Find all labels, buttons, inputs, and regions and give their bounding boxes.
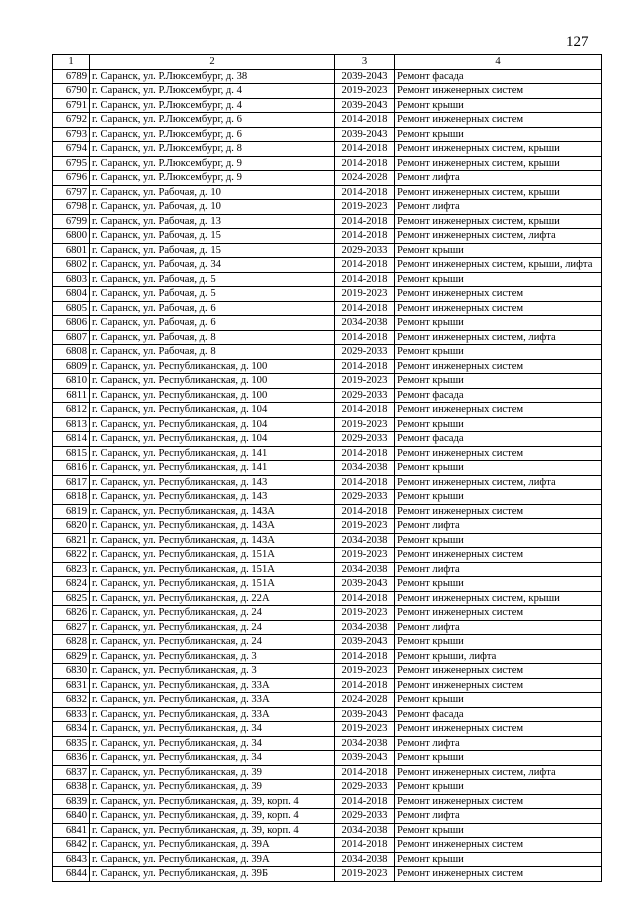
period-cell: 2014-2018 (335, 229, 395, 244)
period-cell: 2034-2038 (335, 316, 395, 331)
row-number-cell: 6843 (53, 852, 90, 867)
work-type-cell: Ремонт крыши (395, 243, 602, 258)
address-cell: г. Саранск, ул. Рабочая, д. 6 (90, 316, 335, 331)
period-cell: 2014-2018 (335, 185, 395, 200)
period-cell: 2014-2018 (335, 330, 395, 345)
table-row (53, 823, 602, 838)
work-type-cell: Ремонт фасада (395, 69, 602, 84)
work-type-cell: Ремонт лифта (395, 200, 602, 215)
table-row (53, 678, 602, 693)
period-cell: 2039-2043 (335, 707, 395, 722)
row-number-cell: 6829 (53, 649, 90, 664)
period-cell: 2019-2023 (335, 548, 395, 563)
table-row (53, 707, 602, 722)
period-cell: 2034-2038 (335, 461, 395, 476)
table-row (53, 591, 602, 606)
period-cell: 2034-2038 (335, 620, 395, 635)
address-cell: г. Саранск, ул. Рабочая, д. 10 (90, 200, 335, 215)
period-cell: 2014-2018 (335, 301, 395, 316)
address-cell: г. Саранск, ул. Республиканская, д. 33А (90, 678, 335, 693)
row-number-cell: 6805 (53, 301, 90, 316)
row-number-cell: 6799 (53, 214, 90, 229)
address-cell: г. Саранск, ул. Рабочая, д. 13 (90, 214, 335, 229)
row-number-cell: 6844 (53, 867, 90, 882)
address-cell: г. Саранск, ул. Республиканская, д. 39, корп. 4 (90, 823, 335, 838)
work-type-cell: Ремонт инженерных систем (395, 794, 602, 809)
row-number-cell: 6804 (53, 287, 90, 302)
period-cell: 2014-2018 (335, 403, 395, 418)
address-cell: г. Саранск, ул. Р.Люксембург, д. 9 (90, 156, 335, 171)
table-row (53, 417, 602, 432)
work-type-cell: Ремонт инженерных систем, лифта (395, 229, 602, 244)
period-cell: 2019-2023 (335, 417, 395, 432)
work-type-cell: Ремонт инженерных систем (395, 664, 602, 679)
period-cell: 2019-2023 (335, 519, 395, 534)
row-number-cell: 6808 (53, 345, 90, 360)
work-type-cell: Ремонт инженерных систем (395, 504, 602, 519)
address-cell: г. Саранск, ул. Республиканская, д. 3 (90, 649, 335, 664)
period-cell: 2019-2023 (335, 867, 395, 882)
work-type-cell: Ремонт фасада (395, 432, 602, 447)
table-row (53, 214, 602, 229)
table-row (53, 490, 602, 505)
row-number-cell: 6833 (53, 707, 90, 722)
work-type-cell: Ремонт инженерных систем, лифта (395, 330, 602, 345)
table-row (53, 345, 602, 360)
table-row (53, 664, 602, 679)
table-row (53, 359, 602, 374)
address-cell: г. Саранск, ул. Рабочая, д. 15 (90, 243, 335, 258)
table-row (53, 548, 602, 563)
work-type-cell: Ремонт крыши (395, 316, 602, 331)
row-number-cell: 6818 (53, 490, 90, 505)
address-cell: г. Саранск, ул. Р.Люксембург, д. 4 (90, 98, 335, 113)
work-type-cell: Ремонт инженерных систем, лифта (395, 765, 602, 780)
period-cell: 2019-2023 (335, 200, 395, 215)
column-header: 2 (90, 55, 335, 70)
address-cell: г. Саранск, ул. Рабочая, д. 15 (90, 229, 335, 244)
work-type-cell: Ремонт инженерных систем (395, 301, 602, 316)
period-cell: 2014-2018 (335, 591, 395, 606)
period-cell: 2029-2033 (335, 243, 395, 258)
work-type-cell: Ремонт инженерных систем (395, 359, 602, 374)
address-cell: г. Саранск, ул. Республиканская, д. 100 (90, 374, 335, 389)
address-cell: г. Саранск, ул. Р.Люксембург, д. 38 (90, 69, 335, 84)
period-cell: 2014-2018 (335, 678, 395, 693)
table-row (53, 577, 602, 592)
work-type-cell: Ремонт инженерных систем, крыши, лифта (395, 258, 602, 273)
table-row (53, 84, 602, 99)
row-number-cell: 6793 (53, 127, 90, 142)
period-cell: 2014-2018 (335, 649, 395, 664)
row-number-cell: 6816 (53, 461, 90, 476)
table-row (53, 374, 602, 389)
row-number-cell: 6810 (53, 374, 90, 389)
address-cell: г. Саранск, ул. Республиканская, д. 39Б (90, 867, 335, 882)
row-number-cell: 6827 (53, 620, 90, 635)
row-number-cell: 6834 (53, 722, 90, 737)
period-cell: 2019-2023 (335, 287, 395, 302)
table-row (53, 519, 602, 534)
row-number-cell: 6817 (53, 475, 90, 490)
column-header: 3 (335, 55, 395, 70)
address-cell: г. Саранск, ул. Республиканская, д. 3 (90, 664, 335, 679)
table-row (53, 272, 602, 287)
period-cell: 2034-2038 (335, 736, 395, 751)
row-number-cell: 6796 (53, 171, 90, 186)
table-row (53, 461, 602, 476)
table-row (53, 200, 602, 215)
work-type-cell: Ремонт крыши (395, 852, 602, 867)
period-cell: 2019-2023 (335, 84, 395, 99)
period-cell: 2014-2018 (335, 214, 395, 229)
row-number-cell: 6822 (53, 548, 90, 563)
address-cell: г. Саранск, ул. Республиканская, д. 33А (90, 693, 335, 708)
work-type-cell: Ремонт крыши (395, 751, 602, 766)
table-row (53, 606, 602, 621)
table-row (53, 432, 602, 447)
table-row (53, 736, 602, 751)
period-cell: 2029-2033 (335, 809, 395, 824)
table-row (53, 316, 602, 331)
table-row (53, 504, 602, 519)
work-type-cell: Ремонт инженерных систем, крыши (395, 156, 602, 171)
address-cell: г. Саранск, ул. Республиканская, д. 34 (90, 736, 335, 751)
table-row (53, 635, 602, 650)
row-number-cell: 6828 (53, 635, 90, 650)
table-row (53, 794, 602, 809)
row-number-cell: 6841 (53, 823, 90, 838)
address-cell: г. Саранск, ул. Республиканская, д. 39А (90, 838, 335, 853)
row-number-cell: 6807 (53, 330, 90, 345)
row-number-cell: 6824 (53, 577, 90, 592)
row-number-cell: 6838 (53, 780, 90, 795)
address-cell: г. Саранск, ул. Республиканская, д. 24 (90, 635, 335, 650)
period-cell: 2019-2023 (335, 606, 395, 621)
period-cell: 2014-2018 (335, 794, 395, 809)
column-header: 1 (53, 55, 90, 70)
period-cell: 2029-2033 (335, 432, 395, 447)
period-cell: 2039-2043 (335, 635, 395, 650)
row-number-cell: 6839 (53, 794, 90, 809)
address-cell: г. Саранск, ул. Республиканская, д. 39 (90, 780, 335, 795)
address-cell: г. Саранск, ул. Республиканская, д. 39 (90, 765, 335, 780)
period-cell: 2034-2038 (335, 823, 395, 838)
table-row (53, 142, 602, 157)
address-cell: г. Саранск, ул. Рабочая, д. 6 (90, 301, 335, 316)
row-number-cell: 6811 (53, 388, 90, 403)
period-cell: 2029-2033 (335, 780, 395, 795)
address-cell: г. Саранск, ул. Рабочая, д. 5 (90, 272, 335, 287)
address-cell: г. Саранск, ул. Республиканская, д. 104 (90, 403, 335, 418)
work-type-cell: Ремонт крыши (395, 533, 602, 548)
row-number-cell: 6835 (53, 736, 90, 751)
address-cell: г. Саранск, ул. Республиканская, д. 143А (90, 504, 335, 519)
period-cell: 2039-2043 (335, 98, 395, 113)
work-type-cell: Ремонт лифта (395, 519, 602, 534)
row-number-cell: 6823 (53, 562, 90, 577)
table-row (53, 867, 602, 882)
work-type-cell: Ремонт фасада (395, 388, 602, 403)
work-type-cell: Ремонт лифта (395, 562, 602, 577)
address-cell: г. Саранск, ул. Республиканская, д. 143А (90, 533, 335, 548)
work-type-cell: Ремонт инженерных систем (395, 287, 602, 302)
work-type-cell: Ремонт инженерных систем (395, 403, 602, 418)
row-number-cell: 6792 (53, 113, 90, 128)
period-cell: 2039-2043 (335, 751, 395, 766)
address-cell: г. Саранск, ул. Республиканская, д. 34 (90, 751, 335, 766)
table-body (53, 69, 602, 881)
table-row (53, 649, 602, 664)
table-row (53, 751, 602, 766)
row-number-cell: 6791 (53, 98, 90, 113)
address-cell: г. Саранск, ул. Р.Люксембург, д. 8 (90, 142, 335, 157)
row-number-cell: 6801 (53, 243, 90, 258)
period-cell: 2039-2043 (335, 69, 395, 84)
work-type-cell: Ремонт инженерных систем, крыши (395, 142, 602, 157)
address-cell: г. Саранск, ул. Республиканская, д. 39, корп. 4 (90, 809, 335, 824)
period-cell: 2024-2028 (335, 693, 395, 708)
work-type-cell: Ремонт инженерных систем (395, 722, 602, 737)
address-cell: г. Саранск, ул. Республиканская, д. 141 (90, 461, 335, 476)
address-cell: г. Саранск, ул. Республиканская, д. 141 (90, 446, 335, 461)
table-row (53, 852, 602, 867)
row-number-cell: 6830 (53, 664, 90, 679)
period-cell: 2039-2043 (335, 577, 395, 592)
row-number-cell: 6813 (53, 417, 90, 432)
period-cell: 2029-2033 (335, 345, 395, 360)
column-header: 4 (395, 55, 602, 70)
work-type-cell: Ремонт крыши (395, 417, 602, 432)
table-row (53, 98, 602, 113)
row-number-cell: 6840 (53, 809, 90, 824)
period-cell: 2014-2018 (335, 258, 395, 273)
period-cell: 2014-2018 (335, 142, 395, 157)
address-cell: г. Саранск, ул. Рабочая, д. 5 (90, 287, 335, 302)
work-type-cell: Ремонт инженерных систем (395, 113, 602, 128)
table-row (53, 620, 602, 635)
work-type-cell: Ремонт крыши (395, 490, 602, 505)
address-cell: г. Саранск, ул. Республиканская, д. 39А (90, 852, 335, 867)
row-number-cell: 6789 (53, 69, 90, 84)
period-cell: 2014-2018 (335, 359, 395, 374)
row-number-cell: 6798 (53, 200, 90, 215)
row-number-cell: 6842 (53, 838, 90, 853)
row-number-cell: 6797 (53, 185, 90, 200)
table-row (53, 475, 602, 490)
work-type-cell: Ремонт крыши, лифта (395, 649, 602, 664)
period-cell: 2034-2038 (335, 852, 395, 867)
repair-schedule-table (52, 54, 602, 882)
row-number-cell: 6790 (53, 84, 90, 99)
work-type-cell: Ремонт инженерных систем, крыши (395, 214, 602, 229)
row-number-cell: 6803 (53, 272, 90, 287)
table-row (53, 388, 602, 403)
address-cell: г. Саранск, ул. Республиканская, д. 100 (90, 359, 335, 374)
address-cell: г. Саранск, ул. Республиканская, д. 151А (90, 577, 335, 592)
work-type-cell: Ремонт инженерных систем (395, 867, 602, 882)
period-cell: 2014-2018 (335, 838, 395, 853)
work-type-cell: Ремонт крыши (395, 693, 602, 708)
work-type-cell: Ремонт инженерных систем (395, 548, 602, 563)
period-cell: 2039-2043 (335, 127, 395, 142)
table-row (53, 533, 602, 548)
table-row (53, 127, 602, 142)
work-type-cell: Ремонт инженерных систем (395, 838, 602, 853)
row-number-cell: 6806 (53, 316, 90, 331)
address-cell: г. Саранск, ул. Республиканская, д. 143А (90, 519, 335, 534)
row-number-cell: 6802 (53, 258, 90, 273)
work-type-cell: Ремонт лифта (395, 171, 602, 186)
address-cell: г. Саранск, ул. Р.Люксембург, д. 6 (90, 127, 335, 142)
address-cell: г. Саранск, ул. Республиканская, д. 22А (90, 591, 335, 606)
work-type-cell: Ремонт фасада (395, 707, 602, 722)
address-cell: г. Саранск, ул. Республиканская, д. 151А (90, 562, 335, 577)
period-cell: 2019-2023 (335, 664, 395, 679)
row-number-cell: 6812 (53, 403, 90, 418)
work-type-cell: Ремонт инженерных систем, крыши (395, 591, 602, 606)
row-number-cell: 6836 (53, 751, 90, 766)
table-row (53, 171, 602, 186)
table-row (53, 693, 602, 708)
period-cell: 2034-2038 (335, 533, 395, 548)
row-number-cell: 6795 (53, 156, 90, 171)
table-row (53, 258, 602, 273)
table-row (53, 780, 602, 795)
period-cell: 2014-2018 (335, 446, 395, 461)
table-row (53, 243, 602, 258)
period-cell: 2029-2033 (335, 388, 395, 403)
work-type-cell: Ремонт лифта (395, 809, 602, 824)
work-type-cell: Ремонт крыши (395, 272, 602, 287)
page-number: 127 (566, 34, 589, 50)
row-number-cell: 6819 (53, 504, 90, 519)
work-type-cell: Ремонт крыши (395, 461, 602, 476)
address-cell: г. Саранск, ул. Рабочая, д. 34 (90, 258, 335, 273)
work-type-cell: Ремонт инженерных систем, лифта (395, 475, 602, 490)
period-cell: 2014-2018 (335, 113, 395, 128)
period-cell: 2019-2023 (335, 374, 395, 389)
work-type-cell: Ремонт инженерных систем (395, 84, 602, 99)
row-number-cell: 6825 (53, 591, 90, 606)
work-type-cell: Ремонт крыши (395, 635, 602, 650)
row-number-cell: 6809 (53, 359, 90, 374)
period-cell: 2014-2018 (335, 475, 395, 490)
work-type-cell: Ремонт лифта (395, 620, 602, 635)
address-cell: г. Саранск, ул. Р.Люксембург, д. 6 (90, 113, 335, 128)
work-type-cell: Ремонт инженерных систем (395, 606, 602, 621)
address-cell: г. Саранск, ул. Республиканская, д. 151А (90, 548, 335, 563)
table-header-row (53, 55, 602, 70)
table-row (53, 69, 602, 84)
table-row (53, 185, 602, 200)
work-type-cell: Ремонт инженерных систем (395, 678, 602, 693)
table-row (53, 156, 602, 171)
table-row (53, 330, 602, 345)
row-number-cell: 6821 (53, 533, 90, 548)
table-row (53, 562, 602, 577)
period-cell: 2034-2038 (335, 562, 395, 577)
row-number-cell: 6815 (53, 446, 90, 461)
work-type-cell: Ремонт крыши (395, 780, 602, 795)
work-type-cell: Ремонт крыши (395, 345, 602, 360)
table-row (53, 446, 602, 461)
work-type-cell: Ремонт инженерных систем (395, 446, 602, 461)
address-cell: г. Саранск, ул. Рабочая, д. 8 (90, 330, 335, 345)
table-row (53, 765, 602, 780)
address-cell: г. Саранск, ул. Республиканская, д. 39, корп. 4 (90, 794, 335, 809)
period-cell: 2019-2023 (335, 722, 395, 737)
work-type-cell: Ремонт крыши (395, 823, 602, 838)
row-number-cell: 6837 (53, 765, 90, 780)
table-row (53, 838, 602, 853)
work-type-cell: Ремонт крыши (395, 98, 602, 113)
period-cell: 2014-2018 (335, 504, 395, 519)
table-row (53, 287, 602, 302)
row-number-cell: 6831 (53, 678, 90, 693)
period-cell: 2014-2018 (335, 156, 395, 171)
address-cell: г. Саранск, ул. Республиканская, д. 33А (90, 707, 335, 722)
period-cell: 2024-2028 (335, 171, 395, 186)
row-number-cell: 6794 (53, 142, 90, 157)
address-cell: г. Саранск, ул. Республиканская, д. 34 (90, 722, 335, 737)
work-type-cell: Ремонт инженерных систем, крыши (395, 185, 602, 200)
row-number-cell: 6826 (53, 606, 90, 621)
period-cell: 2014-2018 (335, 765, 395, 780)
work-type-cell: Ремонт лифта (395, 736, 602, 751)
table-row (53, 722, 602, 737)
address-cell: г. Саранск, ул. Республиканская, д. 24 (90, 606, 335, 621)
work-type-cell: Ремонт крыши (395, 577, 602, 592)
table-row (53, 229, 602, 244)
row-number-cell: 6814 (53, 432, 90, 447)
period-cell: 2014-2018 (335, 272, 395, 287)
period-cell: 2029-2033 (335, 490, 395, 505)
table-row (53, 301, 602, 316)
address-cell: г. Саранск, ул. Республиканская, д. 143 (90, 490, 335, 505)
address-cell: г. Саранск, ул. Республиканская, д. 100 (90, 388, 335, 403)
address-cell: г. Саранск, ул. Рабочая, д. 10 (90, 185, 335, 200)
address-cell: г. Саранск, ул. Р.Люксембург, д. 9 (90, 171, 335, 186)
table-row (53, 809, 602, 824)
address-cell: г. Саранск, ул. Республиканская, д. 143 (90, 475, 335, 490)
work-type-cell: Ремонт крыши (395, 127, 602, 142)
row-number-cell: 6800 (53, 229, 90, 244)
table-row (53, 113, 602, 128)
address-cell: г. Саранск, ул. Рабочая, д. 8 (90, 345, 335, 360)
address-cell: г. Саранск, ул. Р.Люксембург, д. 4 (90, 84, 335, 99)
work-type-cell: Ремонт крыши (395, 374, 602, 389)
table-row (53, 403, 602, 418)
row-number-cell: 6820 (53, 519, 90, 534)
address-cell: г. Саранск, ул. Республиканская, д. 104 (90, 432, 335, 447)
address-cell: г. Саранск, ул. Республиканская, д. 24 (90, 620, 335, 635)
row-number-cell: 6832 (53, 693, 90, 708)
address-cell: г. Саранск, ул. Республиканская, д. 104 (90, 417, 335, 432)
